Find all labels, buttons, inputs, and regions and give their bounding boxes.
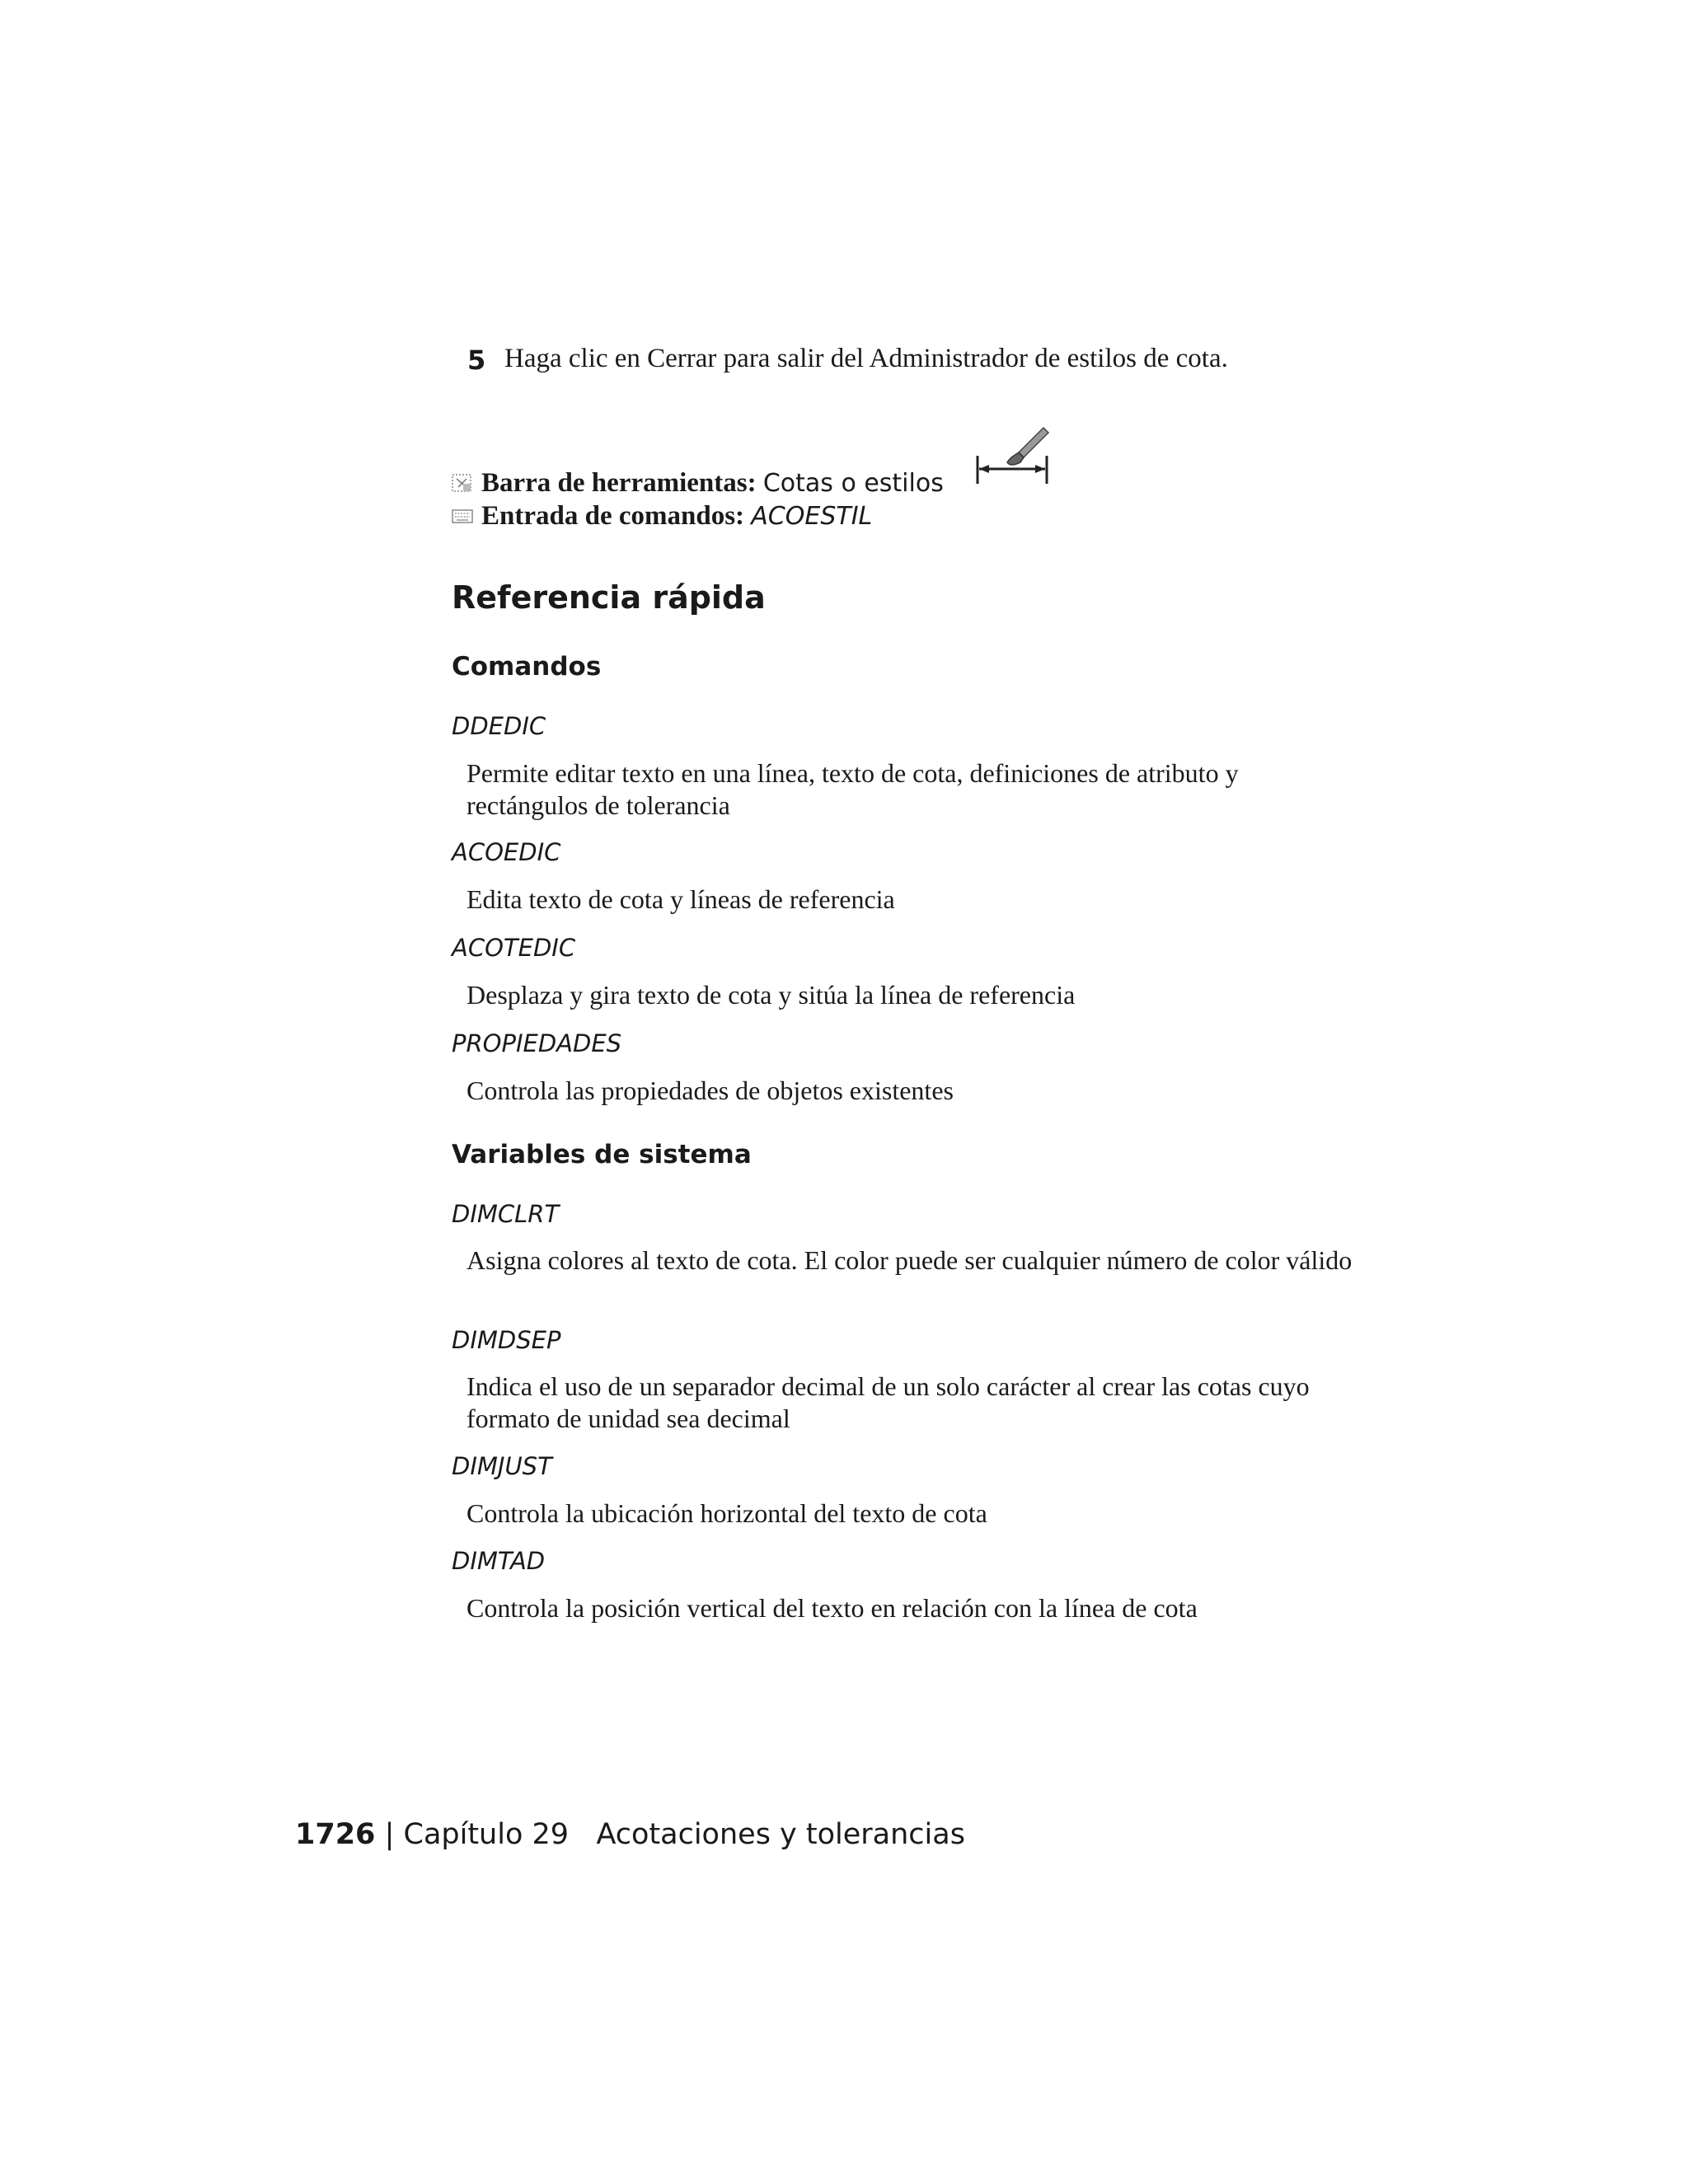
- variable-description: Controla la posición vertical del texto en relación con la línea de cota: [467, 1593, 1198, 1623]
- step-text: Haga clic en Cerrar para salir del Administrador de estilos de cota.: [504, 344, 1228, 373]
- variable-name: DIMTAD: [452, 1547, 546, 1575]
- command-label: Entrada de comandos:: [481, 501, 745, 531]
- keyboard-icon: [452, 504, 473, 525]
- toolbar-access-line: [452, 468, 944, 499]
- command-description: Edita texto de cota y líneas de referencia: [467, 884, 895, 914]
- command-value: ACOESTIL: [751, 502, 873, 531]
- section-title: Referencia rápida: [452, 579, 766, 616]
- page-footer: [295, 1818, 965, 1851]
- variable-description: Controla la ubicación horizontal del texto de cota: [467, 1498, 987, 1528]
- variable-description: Indica el uso de un separador decimal de un solo carácter al crear las cotas cuyo formato de unidad sea decimal: [467, 1371, 1310, 1433]
- command-name: PROPIEDADES: [452, 1029, 622, 1057]
- dimension-style-icon: [974, 424, 1050, 492]
- variables-heading: Variables de sistema: [452, 1140, 752, 1169]
- variable-name: DIMJUST: [452, 1452, 552, 1480]
- variable-name: DIMCLRT: [452, 1200, 560, 1228]
- footer-separator: |: [384, 1818, 395, 1851]
- toolbar-value: Cotas o estilos: [762, 469, 944, 498]
- command-access-line: [452, 501, 872, 532]
- chapter-label: Capítulo 29: [403, 1818, 570, 1851]
- step-number: 5: [467, 344, 486, 376]
- chapter-title: Acotaciones y tolerancias: [596, 1818, 965, 1851]
- command-name: DDEDIC: [452, 712, 546, 740]
- command-description: Desplaza y gira texto de cota y sitúa la línea de referencia: [467, 980, 1076, 1010]
- command-name: ACOEDIC: [452, 838, 561, 866]
- command-name: ACOTEDIC: [452, 934, 576, 962]
- toolbar-icon: [452, 471, 473, 492]
- toolbar-label: Barra de herramientas:: [481, 468, 757, 498]
- commands-heading: Comandos: [452, 652, 602, 682]
- variable-name: DIMDSEP: [452, 1326, 561, 1354]
- page-number: 1726: [295, 1818, 376, 1851]
- command-description: Controla las propiedades de objetos existentes: [467, 1076, 954, 1105]
- command-description: Permite editar texto en una línea, texto de cota, definiciones de atributo y rectángulos de tolerancia: [467, 758, 1239, 820]
- variable-description: Asigna colores al texto de cota. El color puede ser cualquier número de color válido: [467, 1245, 1353, 1275]
